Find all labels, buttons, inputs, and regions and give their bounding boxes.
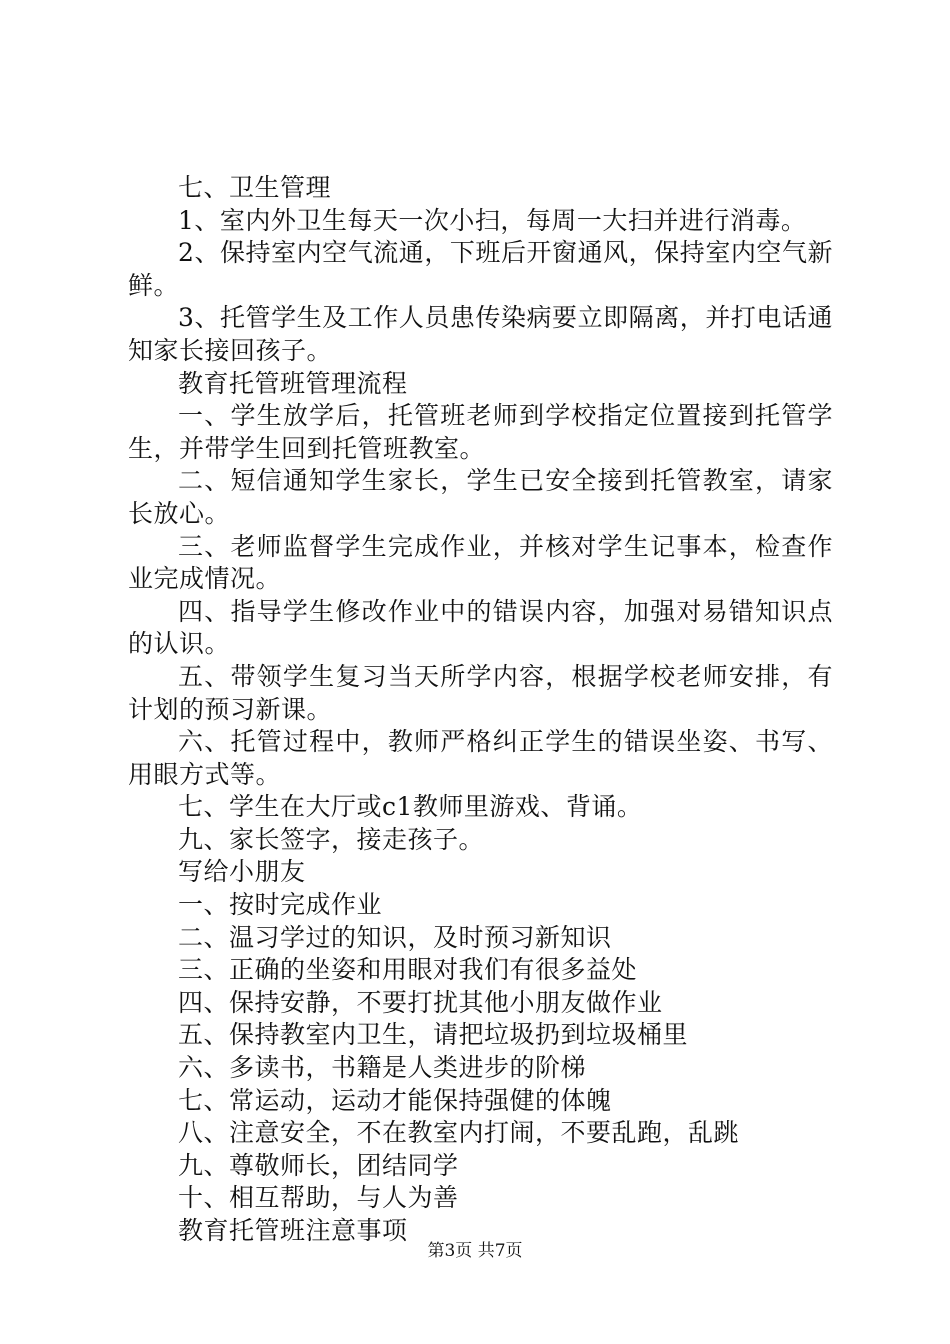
paragraph-line: 生，并带学生回到托管班教室。 (128, 433, 486, 463)
list-item: 九、尊敬师长，团结同学 (178, 1150, 459, 1180)
paragraph-line: 一、学生放学后，托管班老师到学校指定位置接到托管学 (178, 401, 833, 431)
list-item: 八、注意安全，不在教室内打闹，不要乱跑，乱跳 (178, 1118, 740, 1148)
paragraph-line: 用眼方式等。 (128, 759, 282, 789)
paragraph-line: 3、托管学生及工作人员患传染病要立即隔离，并打电话通 (178, 303, 833, 333)
paragraph-line: 业完成情况。 (128, 564, 282, 594)
section-heading-hygiene: 七、卫生管理 (178, 173, 332, 202)
page-number-footer: 第3页 共7页 (427, 1241, 523, 1261)
paragraph-line: 2、保持室内空气流通，下班后开窗通风，保持室内空气新 (178, 238, 833, 268)
paragraph-line: 知家长接回孩子。 (128, 335, 333, 365)
section-heading-kids: 写给小朋友 (178, 857, 306, 887)
paragraph-line: 计划的预习新课。 (128, 694, 333, 724)
paragraph-line: 二、短信通知学生家长，学生已安全接到托管教室，请家 (178, 466, 833, 496)
list-item: 一、按时完成作业 (178, 890, 383, 920)
paragraph-line: 长放心。 (128, 498, 231, 528)
paragraph-line: 的认识。 (128, 629, 231, 659)
paragraph-line: 鲜。 (128, 270, 180, 300)
paragraph-line: 1、室内外卫生每天一次小扫，每周一大扫并进行消毒。 (178, 205, 807, 235)
list-item: 三、正确的坐姿和用眼对我们有很多益处 (178, 955, 638, 985)
list-item: 四、保持安静，不要打扰其他小朋友做作业 (178, 987, 663, 1017)
list-item: 五、保持教室内卫生，请把垃圾扔到垃圾桶里 (178, 1020, 689, 1050)
paragraph-line: 三、老师监督学生完成作业，并核对学生记事本，检查作 (178, 531, 833, 561)
section-heading-process: 教育托管班管理流程 (178, 368, 408, 398)
section-heading-notes: 教育托管班注意事项 (178, 1216, 408, 1245)
list-item: 十、相互帮助，与人为善 (178, 1183, 459, 1213)
paragraph-line: 五、带领学生复习当天所学内容，根据学校老师安排，有 (178, 661, 833, 691)
paragraph-line: 六、托管过程中，教师严格纠正学生的错误坐姿、书写、 (178, 727, 833, 757)
list-item: 二、温习学过的知识，及时预习新知识 (178, 922, 612, 952)
paragraph-line: 七、学生在大厅或c1教师里游戏、背诵。 (178, 792, 643, 822)
paragraph-line: 九、家长签字，接走孩子。 (178, 824, 485, 854)
list-item: 六、多读书，书籍是人类进步的阶梯 (178, 1053, 587, 1083)
document-body (128, 172, 833, 1248)
list-item: 七、常运动，运动才能保持强健的体魄 (178, 1085, 612, 1115)
paragraph-line: 四、指导学生修改作业中的错误内容，加强对易错知识点 (178, 596, 833, 626)
